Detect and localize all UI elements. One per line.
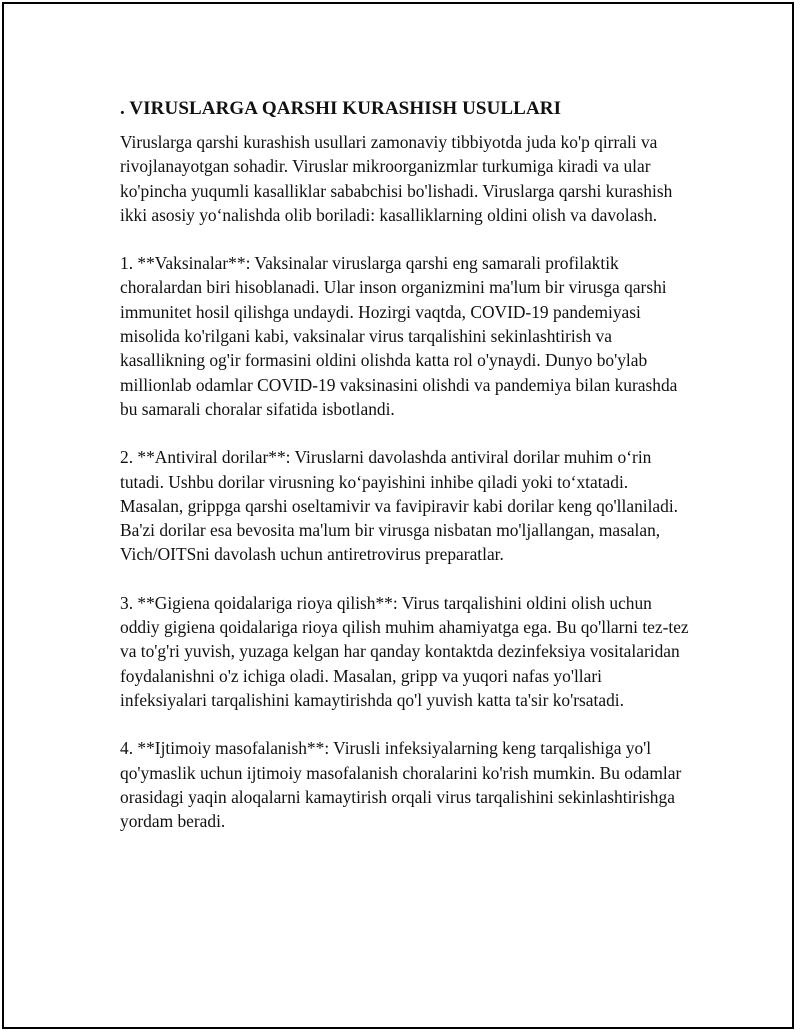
antiviral-drugs-paragraph: 2. **Antiviral dorilar**: Viruslarni davolashda antiviral dorilar muhim o‘rin tutadi. Ushbu dorilar virusning ko‘payishini inhibe qiladi yoki to‘xtatadi. Masalan, grippga qarshi oseltamivir va favipiravir kabi dorilar keng qo'llaniladi. Ba'zi dorilar esa bevosita ma'lum bir virusga nisbatan mo'ljallangan, masalan, Vich/OITSni davolash uchun antiretrovirus preparatlar. — [120, 447, 679, 565]
document-page — [2, 2, 794, 1029]
document-body — [120, 96, 690, 857]
intro-paragraph: Viruslarga qarshi kurashish usullari zamonaviy tibbiyotda juda ko'p qirrali va rivojlanayotgan sohadir. Viruslar mikroorganizmlar turkumiga kiradi va ular ko'pincha yuqumli kasalliklar sababchisi bo'lishadi. Viruslarga qarshi kurashish ikki asosiy yo‘nalishda olib boriladi: kasalliklarning oldini olish va davolash. — [120, 132, 673, 225]
social-distancing-paragraph: 4. **Ijtimoiy masofalanish**: Virusli infeksiyalarning keng tarqalishiga yo'l qo'ymaslik uchun ijtimoiy masofalanish choralarini ko'rish mumkin. Bu odamlar orasidagi yaqin aloqalarni kamaytirish orqali virus tarqalishini sekinlashtirishga yordam beradi. — [120, 738, 682, 832]
document-title: . VIRUSLARGA QARSHI KURASHISH USULLARI — [120, 98, 562, 119]
hygiene-paragraph: 3. **Gigiena qoidalariga rioya qilish**: Virus tarqalishini oldini olish uchun oddiy gigiena qoidalariga rioya qilish muhim ahamiyatga ega. Bu qo'llarni tez-tez va to'g'ri yuvish, yuzaga kelgan har qanday kontaktda dezinfeksiya vositalaridan foydalanishni o'z ichiga oladi. Masalan, gripp va yuqori nafas yo'llari infeksiyalari tarqalishini kamaytirishda qo'l yuvish katta ta'sir ko'rsatadi. — [120, 592, 689, 710]
vaccines-paragraph: 1. **Vaksinalar**: Vaksinalar viruslarga qarshi eng samarali profilaktik choralardan biri hisoblanadi. Ular inson organizmini ma'lum bir virusga qarshi immunitet hosil qilishga undaydi. Hozirgi vaqtda, COVID-19 pandemiyasi misolida ko'rilgani kabi, vaksinalar virus tarqalishini sekinlashtirish va kasallikning og'ir formasini oldini olishda katta rol o'ynaydi. Dunyo bo'ylab millionlab odamlar COVID-19 vaksinasini olishdi va pandemiya bilan kurashda bu samarali choralar sifatida isbotlandi. — [120, 253, 678, 419]
